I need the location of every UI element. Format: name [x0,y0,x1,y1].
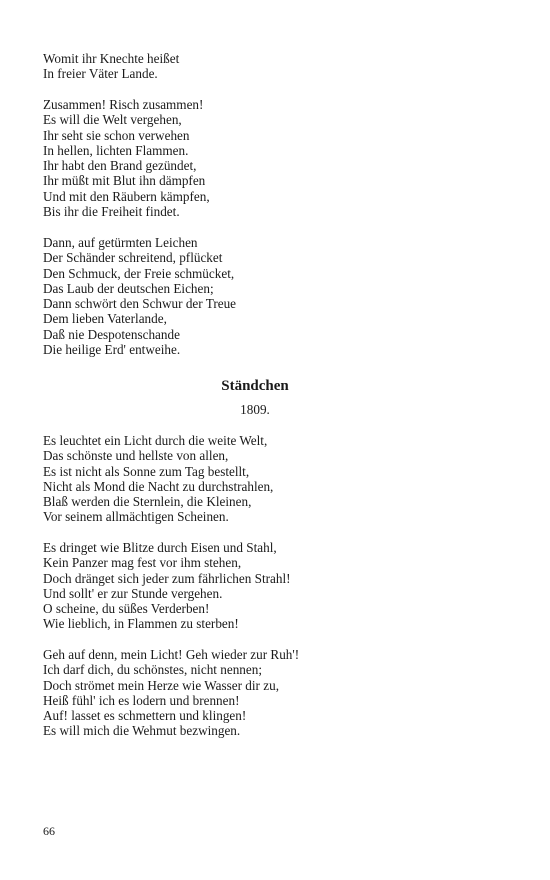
verse-line: In freier Väter Lande. [43,66,158,82]
poem1-stanza-3 [43,235,236,357]
verse-line: Auf! lasset es schmettern und klingen! [43,708,247,724]
verse-line: Blaß werden die Sternlein, die Kleinen, [43,494,252,510]
verse-line: Daß nie Despotenschande [43,326,180,342]
verse-line: Vor seinem allmächtigen Scheinen. [43,509,229,525]
verse-line: Bis ihr die Freiheit findet. [43,204,180,220]
verse-line: Ihr habt den Brand gezündet, [43,158,197,174]
verse-line: In hellen, lichten Flammen. [43,142,189,158]
verse-line: Den Schmuck, der Freie schmücket, [43,265,235,281]
verse-line: Heiß fühl' ich es lodern und brennen! [43,692,240,708]
verse-line: Es ist nicht als Sonne zum Tag bestellt, [43,463,250,479]
verse-line: O scheine, du süßes Verderben! [43,601,210,617]
poem-title: Ständchen [221,378,289,394]
poem1-stanza-1 [43,51,179,82]
poem1-stanza-2 [43,97,210,219]
page-number: 66 [43,824,55,838]
verse-line: Ihr seht sie schon verwehen [43,127,190,143]
verse-line: Zusammen! Risch zusammen! [43,97,204,112]
verse-line: Die heilige Erd' entweihe. [43,342,181,358]
verse-line: Das schönste und hellste von allen, [43,448,229,464]
poem2-stanza-3 [43,647,299,739]
poem2-stanza-2 [43,540,291,632]
verse-line: Es dringet wie Blitze durch Eisen und Stahl, [43,540,277,555]
verse-line: Wie lieblich, in Flammen zu sterben! [43,616,239,632]
verse-line: Womit ihr Knechte heißet [43,51,180,66]
verse-line: Es will die Welt vergehen, [43,112,182,128]
verse-line: Dann, auf getürmten Leichen [43,235,198,250]
verse-line: Nicht als Mond die Nacht zu durchstrahlen, [43,478,274,494]
verse-line: Es will mich die Wehmut bezwingen. [43,723,241,739]
verse-line: Ich darf dich, du schönstes, nicht nennen; [43,662,262,678]
poem-date: 1809. [240,402,270,417]
verse-line: Doch strömet mein Herze wie Wasser dir zu, [43,677,279,693]
verse-line: Und sollt' er zur Stunde vergehen. [43,585,223,601]
verse-line: Dem lieben Vaterlande, [43,311,167,327]
verse-line: Das Laub der deutschen Eichen; [43,280,214,296]
verse-line: Geh auf denn, mein Licht! Geh wieder zur Ruh'! [43,647,300,662]
verse-line: Ihr müßt mit Blut ihn dämpfen [43,173,206,189]
verse-line: Es leuchtet ein Licht durch die weite Welt, [43,433,268,448]
verse-line: Dann schwört den Schwur der Treue [43,296,237,312]
verse-line: Doch dränget sich jeder zum fährlichen Strahl! [43,570,291,586]
poem2-stanza-1 [43,433,273,525]
verse-line: Und mit den Räubern kämpfen, [43,188,210,204]
verse-line: Kein Panzer mag fest vor ihm stehen, [43,555,242,571]
verse-line: Der Schänder schreitend, pflücket [43,250,223,266]
